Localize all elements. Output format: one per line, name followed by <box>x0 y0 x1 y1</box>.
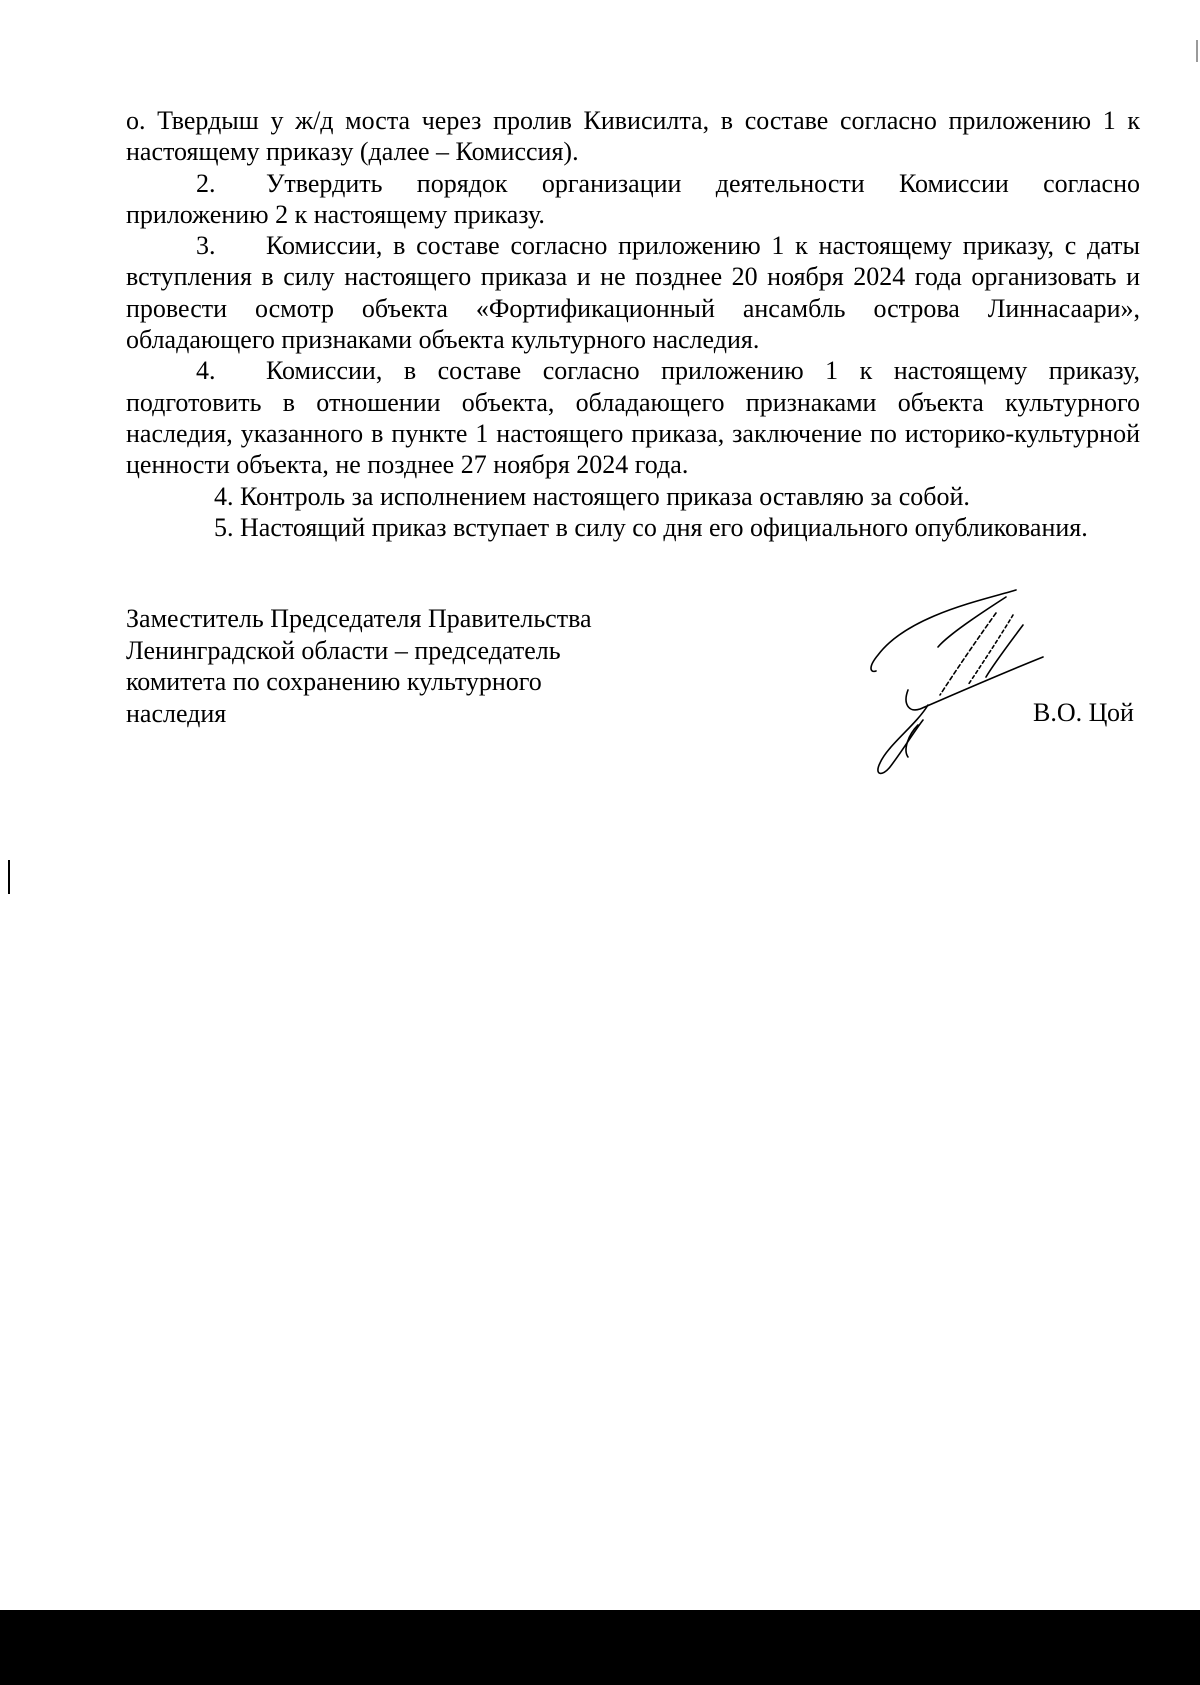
position-line: Заместитель Председателя Правительства <box>126 604 592 633</box>
scan-black-border <box>0 1610 1200 1685</box>
paragraph-item-4-text: Комиссии, в составе согласно приложению 1 к настоящему приказу, подготовить в отношении объекта, обладающего признаками объекта культурного наследия, указанного в пункте 1 настоящего приказа, заключение по историко-культурной ценности объекта, не позднее 27 ноября 2024 года. <box>126 356 1140 480</box>
order-body-text <box>126 105 1140 543</box>
scan-artifact <box>8 860 10 894</box>
paragraph-effective: 5. Настоящий приказ вступает в силу со дня его официального опубликования. <box>214 512 1088 542</box>
paragraph-continuation: о. Твердыш у ж/д моста через пролив Кивисилта, в составе согласно приложению 1 к настоящему приказу (далее – Комиссия). <box>126 106 1140 167</box>
scan-artifact <box>1196 40 1198 62</box>
paragraph-item-3 <box>126 230 1140 355</box>
item-number: 3. <box>196 231 216 261</box>
paragraph-item-4 <box>126 355 1140 480</box>
paragraph-item-2-text: Утвердить порядок организации деятельности Комиссии согласно приложению 2 к настоящему приказу. <box>126 168 1140 229</box>
position-line: Ленинградской области – председатель <box>126 635 561 665</box>
position-line: комитета по сохранению культурного <box>126 667 542 696</box>
paragraph-item-3-text: Комиссии, в составе согласно приложению 1 к настоящему приказу, с даты вступления в силу настоящего приказа и не позднее 20 ноября 2024 года организовать и провести осмотр объекта «Фортификационный ансамбль острова Линнасаари», обладающего признаками объекта культурного наследия. <box>126 231 1140 355</box>
item-number: 4. <box>196 356 216 386</box>
paragraph-item-2 <box>126 168 1140 231</box>
signer-name: В.О. Цой <box>1033 698 1134 727</box>
item-number: 2. <box>196 168 216 198</box>
paragraph-control: 4. Контроль за исполнением настоящего приказа оставляю за собой. <box>214 481 970 511</box>
handwritten-signature <box>868 585 1068 795</box>
position-line: наследия <box>126 698 227 728</box>
signatory-position <box>126 603 592 729</box>
